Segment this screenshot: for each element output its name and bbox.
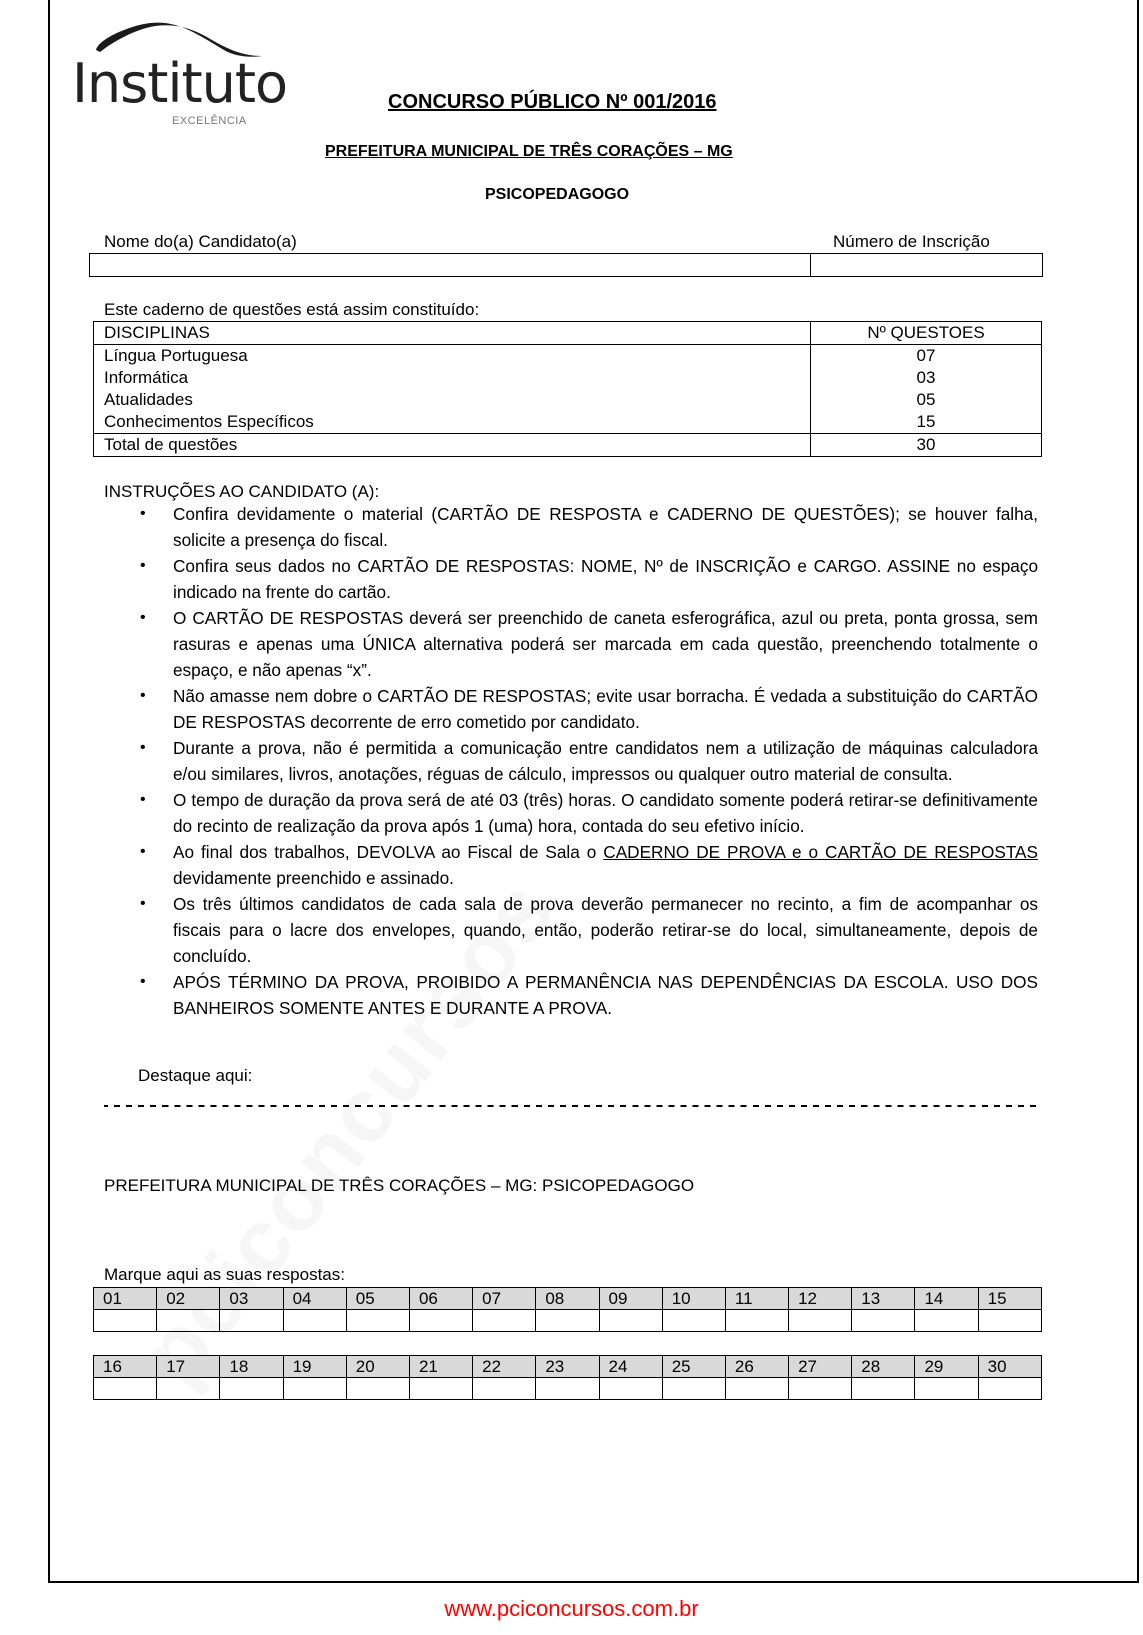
question-number-row [94,1288,1042,1310]
instruction-text: Ao final dos trabalhos, DEVOLVA ao Fiscal de Sala o [173,842,604,862]
answer-grid-2 [93,1355,1042,1400]
subject-count: 15 [811,411,1042,434]
subject-count: 05 [811,389,1042,411]
answer-cell[interactable] [220,1310,283,1332]
question-number: 19 [283,1356,346,1378]
instructions-title: INSTRUÇÕES AO CANDIDATO (A): [104,482,380,501]
instruction-item: • Os três últimos candidatos de cada sala de prova deverão permanecer no recinto, a fim de acompanhar os fiscais para o lacre dos envelopes, quando, então, poderão retirar-se do local, simultaneamente, depois de concluído. [104,891,1038,969]
question-number: 06 [409,1288,472,1310]
answer-cell[interactable] [157,1310,220,1332]
answer-cell[interactable] [473,1378,536,1400]
answer-cell[interactable] [94,1378,157,1400]
question-number: 23 [536,1356,599,1378]
answer-cell[interactable] [599,1310,662,1332]
subject-count: 07 [811,345,1042,368]
disciplines-table [93,321,1042,457]
detach-label: Destaque aqui: [138,1066,253,1085]
question-number: 14 [915,1288,978,1310]
candidate-info-box [89,253,1043,277]
instruction-item: • APÓS TÉRMINO DA PROVA, PROIBIDO A PERMANÊNCIA NAS DEPENDÊNCIAS DA ESCOLA. USO DOS BANHEIROS SOMENTE ANTES E DURANTE A PROVA. [104,969,1038,1021]
question-number: 27 [789,1356,852,1378]
logo-subtitle: EXCELÊNCIA [172,115,247,127]
question-number: 22 [473,1356,536,1378]
instruction-item: • O CARTÃO DE RESPOSTAS deverá ser preenchido de caneta esferográfica, azul ou preta, ponta grossa, sem rasuras e apenas uma ÚNICA alternativa poderá ser marcada em cada questão, preenchendo totalmente o espaço, e não apenas “x”. [104,605,1038,683]
answer-cell[interactable] [283,1378,346,1400]
instructions-list [104,501,1038,1021]
header-question-count: Nº QUESTOES [811,322,1042,345]
question-number: 10 [662,1288,725,1310]
total-label: Total de questões [94,434,811,457]
answer-cell[interactable] [789,1310,852,1332]
table-header-row [94,322,1042,345]
subject-name: Língua Portuguesa [94,345,811,368]
composition-intro: Este caderno de questões está assim constituído: [104,300,480,319]
logo-name: Instituto [72,52,288,115]
municipality-title: PREFEITURA MUNICIPAL DE TRÊS CORAÇÕES – MG [325,143,733,160]
question-number: 11 [725,1288,788,1310]
registration-number-field[interactable] [811,254,1042,276]
answer-cell[interactable] [220,1378,283,1400]
question-number-row [94,1356,1042,1378]
table-row [94,389,1042,411]
registration-number-label: Número de Inscrição [833,232,990,251]
question-number: 04 [283,1288,346,1310]
question-number: 08 [536,1288,599,1310]
answer-cell[interactable] [283,1310,346,1332]
question-number: 16 [94,1356,157,1378]
question-number: 02 [157,1288,220,1310]
instruction-item: • Durante a prova, não é permitida a comunicação entre candidatos nem a utilização de máquinas calculadora e/ou similares, livros, anotações, réguas de cálculo, impressos ou qualquer outro material de consulta. [104,735,1038,787]
question-number: 05 [346,1288,409,1310]
question-number: 18 [220,1356,283,1378]
subject-name: Informática [94,367,811,389]
contest-title: CONCURSO PÚBLICO Nº 001/2016 [388,91,717,113]
question-number: 20 [346,1356,409,1378]
candidate-name-field[interactable] [90,254,811,276]
question-number: 29 [915,1356,978,1378]
answer-slip-title: PREFEITURA MUNICIPAL DE TRÊS CORAÇÕES – MG: PSICOPEDAGOGO [104,1176,695,1195]
instruction-item [104,839,1038,891]
table-total-row [94,434,1042,457]
answer-cell[interactable] [852,1310,915,1332]
instruction-text: devidamente preenchido e assinado. [173,868,454,888]
question-number: 15 [978,1288,1041,1310]
question-number: 25 [662,1356,725,1378]
answer-grid-1 [93,1287,1042,1332]
position-title: PSICOPEDAGOGO [485,186,630,203]
answer-cell[interactable] [536,1310,599,1332]
instruction-underlined-text: CADERNO DE PROVA e o CARTÃO DE RESPOSTAS [603,842,1038,862]
answer-cell[interactable] [915,1378,978,1400]
question-number: 01 [94,1288,157,1310]
answer-cell[interactable] [409,1378,472,1400]
answer-cell[interactable] [852,1378,915,1400]
question-number: 28 [852,1356,915,1378]
answer-cell[interactable] [725,1378,788,1400]
question-number: 09 [599,1288,662,1310]
question-number: 17 [157,1356,220,1378]
header-disciplines: DISCIPLINAS [94,322,811,345]
subject-name: Atualidades [94,389,811,411]
total-count: 30 [811,434,1042,457]
answer-cell[interactable] [662,1310,725,1332]
answer-cell[interactable] [599,1378,662,1400]
instruction-item: • Confira devidamente o material (CARTÃO DE RESPOSTA e CADERNO DE QUESTÕES); se houver falha, solicite a presença do fiscal. [104,501,1038,553]
answer-prompt: Marque aqui as suas respostas: [104,1265,345,1284]
instruction-item: • Não amasse nem dobre o CARTÃO DE RESPOSTAS; evite usar borracha. É vedada a substituição do CARTÃO DE RESPOSTAS decorrente de erro cometido por candidato. [104,683,1038,735]
answer-cell[interactable] [536,1378,599,1400]
answer-row [94,1378,1042,1400]
question-number: 12 [789,1288,852,1310]
answer-cell[interactable] [662,1378,725,1400]
subject-name: Conhecimentos Específicos [94,411,811,434]
candidate-name-label: Nome do(a) Candidato(a) [104,232,297,251]
question-number: 07 [473,1288,536,1310]
answer-cell[interactable] [789,1378,852,1400]
answer-cell[interactable] [346,1378,409,1400]
answer-cell[interactable] [725,1310,788,1332]
institute-logo [72,12,288,127]
question-number: 21 [409,1356,472,1378]
question-number: 03 [220,1288,283,1310]
answer-cell[interactable] [346,1310,409,1332]
question-number: 26 [725,1356,788,1378]
answer-cell[interactable] [94,1310,157,1332]
table-row [94,411,1042,434]
answer-row [94,1310,1042,1332]
footer-website-link[interactable]: www.pciconcursos.com.br [444,1596,699,1621]
question-number: 13 [852,1288,915,1310]
instruction-item: • O tempo de duração da prova será de até 03 (três) horas. O candidato somente poderá retirar-se definitivamente do recinto de realização da prova após 1 (uma) hora, contada do seu efetivo início. [104,787,1038,839]
answer-cell[interactable] [978,1310,1041,1332]
answer-cell[interactable] [473,1310,536,1332]
answer-cell[interactable] [978,1378,1041,1400]
subject-count: 03 [811,367,1042,389]
detach-cut-line [104,1105,1039,1107]
table-row [94,345,1042,368]
answer-cell[interactable] [409,1310,472,1332]
question-number: 24 [599,1356,662,1378]
answer-cell[interactable] [157,1378,220,1400]
instruction-item: • Confira seus dados no CARTÃO DE RESPOSTAS: NOME, Nº de INSCRIÇÃO e CARGO. ASSINE no espaço indicado na frente do cartão. [104,553,1038,605]
answer-cell[interactable] [915,1310,978,1332]
table-row [94,367,1042,389]
question-number: 30 [978,1356,1041,1378]
